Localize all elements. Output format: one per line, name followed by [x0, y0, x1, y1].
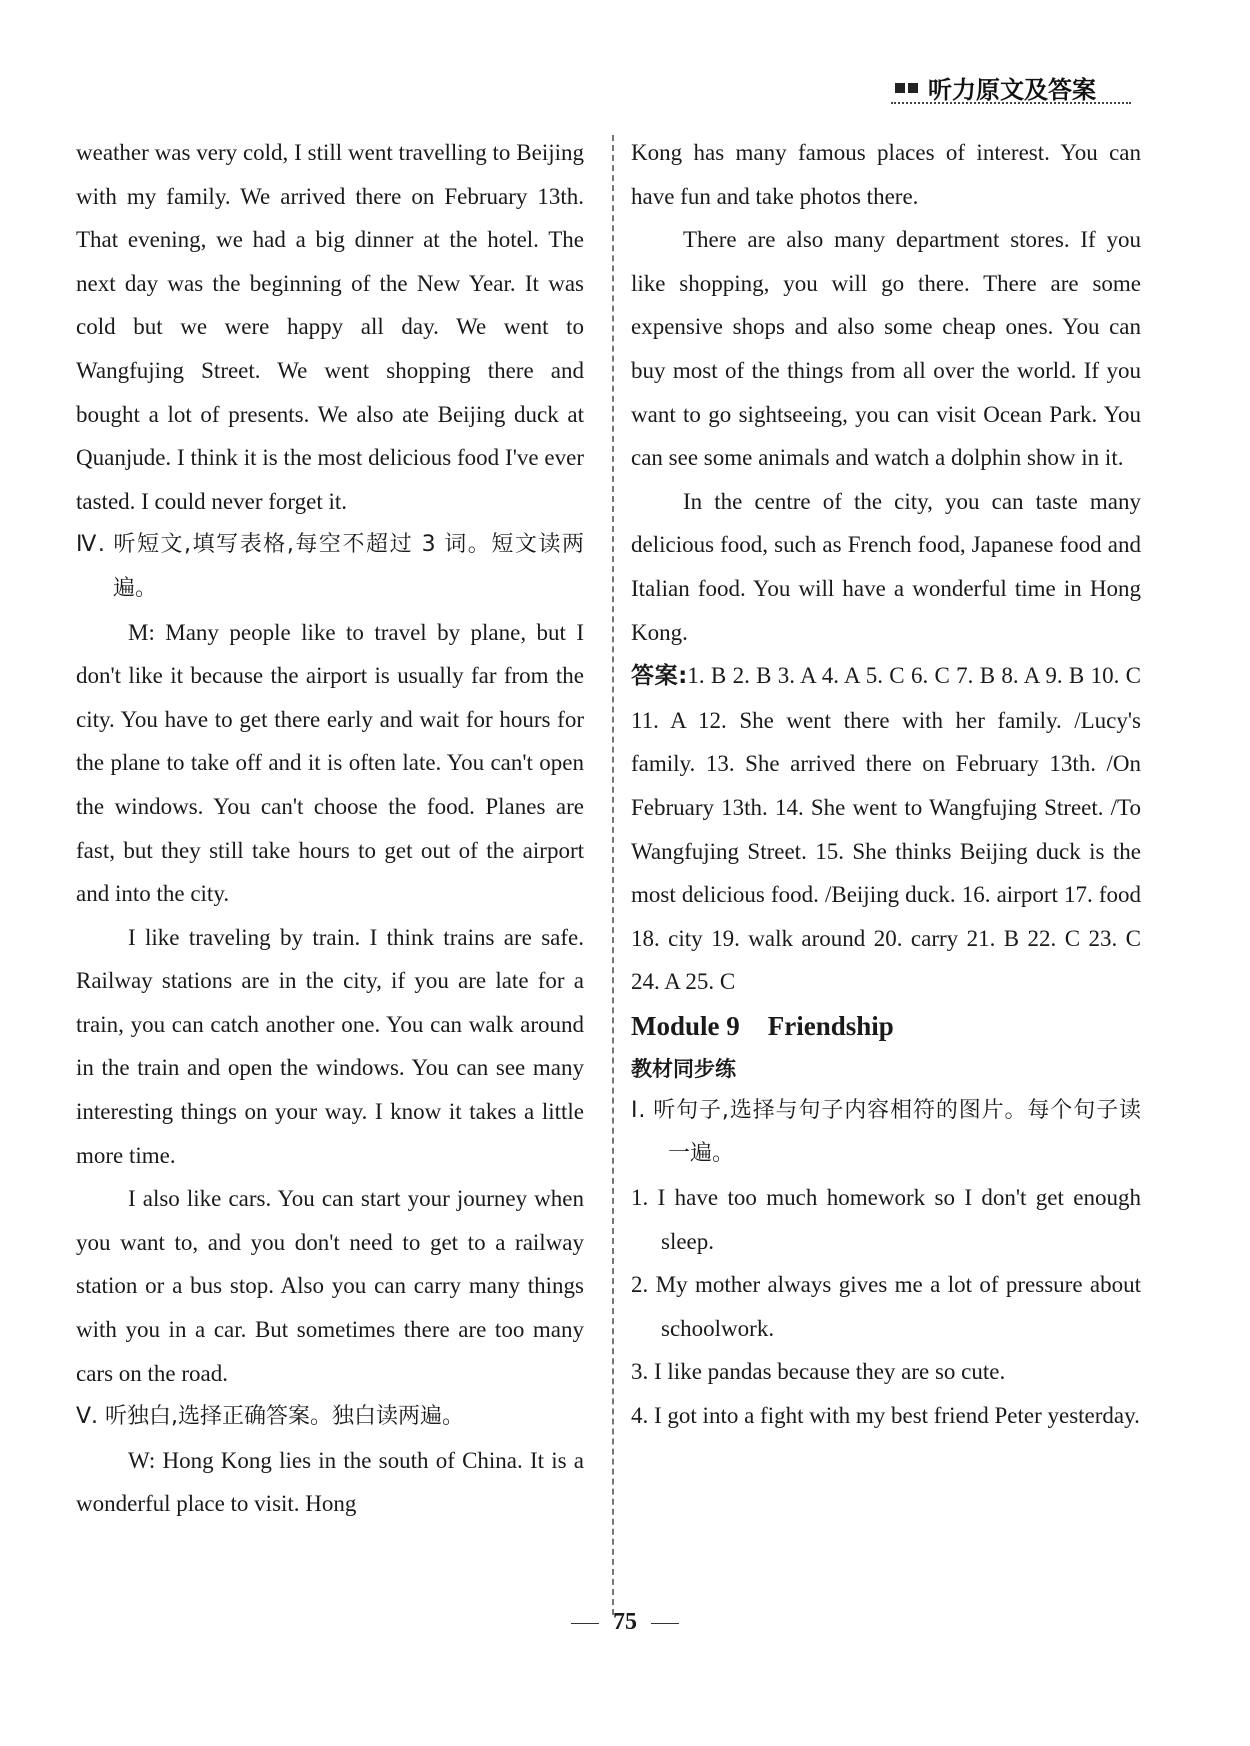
sub-title: 教材同步练	[631, 1056, 736, 1081]
header-title: 听力原文及答案	[928, 76, 1096, 104]
header-rule	[891, 102, 1131, 104]
module-label: Module 9	[631, 1010, 740, 1041]
answer-block	[631, 654, 1141, 1004]
right-column	[631, 131, 1141, 1438]
sentence-item: 2. My mother always gives me a lot of pressure about schoolwork.	[631, 1272, 1141, 1341]
page-number	[0, 1609, 1250, 1636]
section-heading-4: Ⅳ. 听短文,填写表格,每空不超过 3 词。短文读两遍。	[76, 532, 584, 601]
dash-right	[651, 1623, 679, 1624]
paragraph: I also like cars. You can start your journey when you want to, and you don't need to get to a railway station or a bus stop. Also you can carry many things with you in a car. But sometimes there are too many cars on the road.	[76, 1186, 584, 1386]
module-name: Friendship	[767, 1010, 894, 1041]
module-title	[631, 1004, 1141, 1049]
header-square-icon	[908, 83, 918, 93]
paragraph: There are also many department stores. If you like shopping, you will go there. There are some expensive shops and also some cheap ones. You can buy most of the things from all over the world. If you want to go sightseeing, you can visit Ocean Park. You can see some animals and watch a dolphin show in it.	[631, 227, 1141, 471]
paragraph: In the centre of the city, you can taste many delicious food, such as French food, Japanese food and Italian food. You will have a wonderful time in Hong Kong.	[631, 488, 1141, 645]
column-divider	[612, 135, 614, 1615]
dash-left	[571, 1623, 599, 1624]
answer-text: 1. B 2. B 3. A 4. A 5. C 6. C 7. B 8. A 9. B 10. C 11. A 12. She went there with her family. /Lucy's family. 13. She arrived there on February 13th. /On February 13th. 14. She went to Wangfujing Street. /To Wangfujing Street. 15. She thinks Beijing duck is the most delicious food. /Beijing duck. 16. airport 17. food 18. city 19. walk around 20. carry 21. B 22. C 23. C 24. A 25. C	[631, 663, 1141, 995]
paragraph: W: Hong Kong lies in the south of China. It is a wonderful place to visit. Hong	[76, 1447, 584, 1517]
answer-label: 答案:	[631, 663, 688, 690]
paragraph: Kong has many famous places of interest. You can have fun and take photos there.	[631, 140, 1141, 209]
left-column	[76, 131, 584, 1526]
sentence-item: 4. I got into a fight with my best friend Peter yesterday.	[631, 1403, 1140, 1429]
header-square-icon	[895, 83, 905, 93]
page-header	[895, 70, 1131, 105]
section-heading-5: Ⅴ. 听独白,选择正确答案。独白读两遍。	[76, 1404, 465, 1430]
section-heading-1: Ⅰ. 听句子,选择与句子内容相符的图片。每个句子读一遍。	[631, 1097, 1141, 1167]
paragraph: I like traveling by train. I think trains are safe. Railway stations are in the city, if you are late for a train, you can catch another one. You can walk around in the train and open the windows. You can see many interesting things on your way. I know it takes a little more time.	[76, 924, 584, 1168]
paragraph: M: Many people like to travel by plane, but I don't like it because the airport is usually far from the city. You have to get there early and wait for hours for the plane to take off and it is often late. You can't open the windows. You can't choose the food. Planes are fast, but they still take hours to get out of the airport and into the city.	[76, 619, 584, 907]
paragraph: weather was very cold, I still went travelling to Beijing with my family. We arrived there on February 13th. That evening, we had a big dinner at the hotel. The next day was the beginning of the New Year. It was cold but we were happy all day. We went to Wangfujing Street. We went shopping there and bought a lot of presents. We also ate Beijing duck at Quanjude. I think it is the most delicious food I've ever tasted. I could never forget it.	[76, 140, 584, 514]
page-number-text: 75	[613, 1609, 637, 1635]
sentence-item: 1. I have too much homework so I don't get enough sleep.	[631, 1185, 1141, 1254]
sentence-item: 3. I like pandas because they are so cute.	[631, 1359, 1006, 1385]
